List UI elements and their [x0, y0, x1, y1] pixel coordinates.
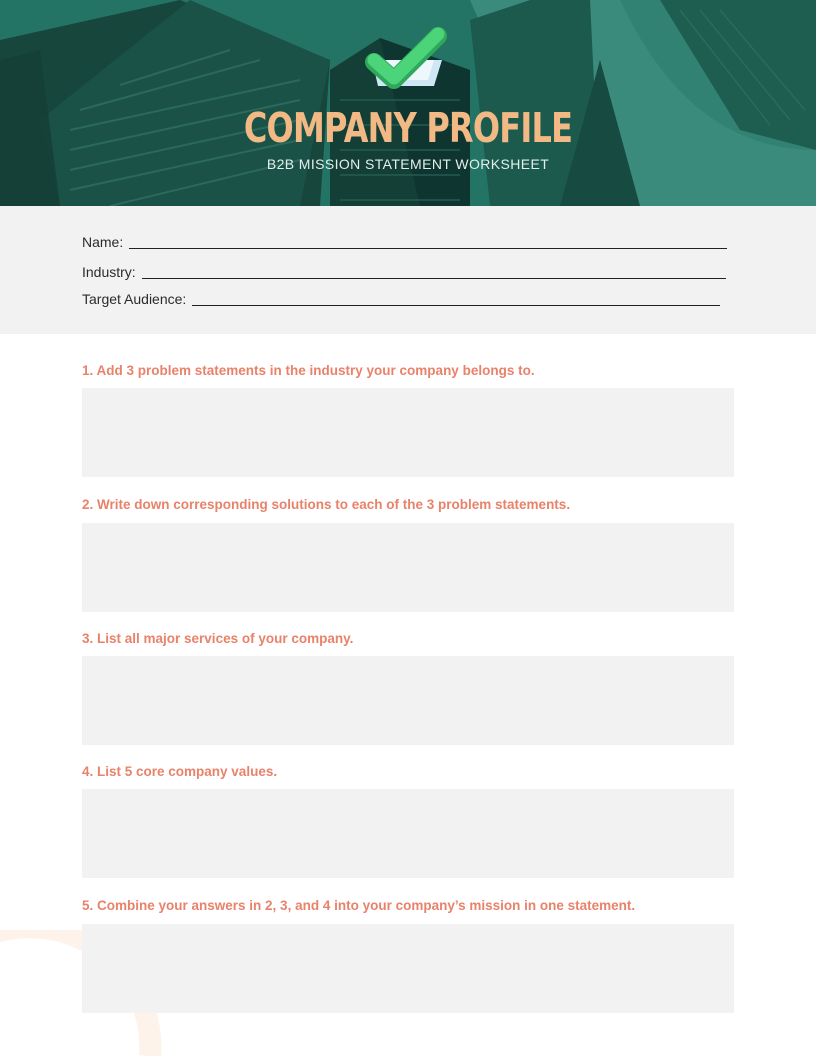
answer-box-4[interactable]: [82, 789, 734, 878]
question-3: 3. List all major services of your company.: [82, 631, 354, 646]
answer-box-3[interactable]: [82, 656, 734, 745]
page-title: COMPANY PROFILE: [243, 104, 573, 152]
answer-box-5[interactable]: [82, 924, 734, 1013]
target-audience-label: Target Audience:: [82, 291, 187, 307]
question-2: 2. Write down corresponding solutions to each of the 3 problem statements.: [82, 497, 571, 512]
industry-label: Industry:: [82, 264, 136, 280]
answer-box-1[interactable]: [82, 388, 734, 477]
name-input-line[interactable]: [129, 248, 727, 249]
check-icon: [364, 26, 456, 96]
target-audience-field[interactable]: [82, 287, 720, 307]
target-audience-input-line[interactable]: [192, 305, 720, 306]
answer-box-2[interactable]: [82, 523, 734, 612]
header-banner: [0, 0, 816, 206]
question-5: 5. Combine your answers in 2, 3, and 4 into your company’s mission in one statement.: [82, 898, 636, 913]
industry-input-line[interactable]: [142, 278, 726, 279]
question-1: 1. Add 3 problem statements in the industry your company belongs to.: [82, 363, 535, 378]
page-subtitle: B2B MISSION STATEMENT WORKSHEET: [266, 156, 550, 172]
name-field[interactable]: [82, 230, 727, 250]
name-label: Name:: [82, 234, 124, 250]
industry-field[interactable]: [82, 260, 726, 280]
info-section: [0, 206, 816, 334]
question-4: 4. List 5 core company values.: [82, 764, 278, 779]
